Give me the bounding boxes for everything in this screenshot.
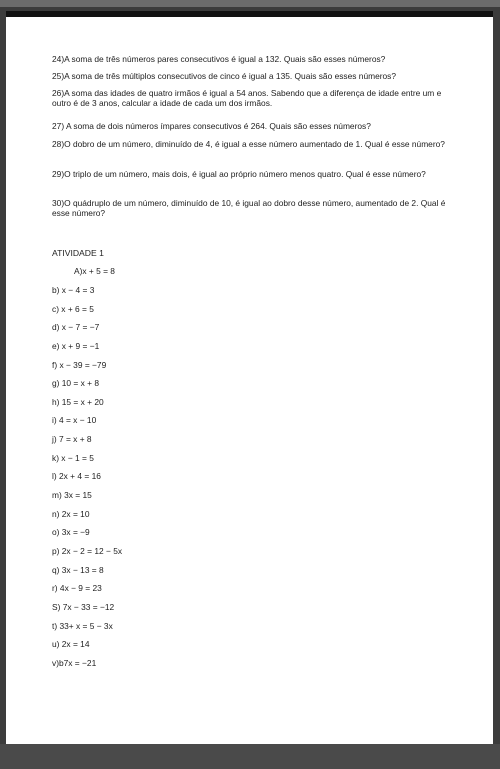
question-29: 29)O triplo de um número, mais dois, é igual ao próprio número menos quatro. Qual é esse número?: [52, 169, 426, 179]
question-24: 24)A soma de três números pares consecutivos é igual a 132. Quais são esses números?: [52, 54, 386, 64]
activity-title: ATIVIDADE 1: [52, 248, 104, 258]
equation-m: m) 3x = 15: [52, 490, 92, 500]
equation-j: j) 7 = x + 8: [52, 434, 92, 444]
equation-n: n) 2x = 10: [52, 509, 90, 519]
top-bar: [0, 0, 500, 7]
bottom-bar: [0, 744, 500, 769]
equation-f: f) x − 39 = −79: [52, 360, 107, 370]
equation-q: q) 3x − 13 = 8: [52, 565, 104, 575]
equation-g: g) 10 = x + 8: [52, 378, 100, 388]
question-28: 28)O dobro de um número, diminuído de 4, é igual a esse número aumentado de 1. Qual é esse número?: [52, 139, 445, 149]
equation-k: k) x − 1 = 5: [52, 453, 94, 463]
question-26: 26)A soma das idades de quatro irmãos é igual a 54 anos. Sabendo que a diferença de idade entre um e outro é de 3 anos, calcular a idade de cada um dos irmãos.: [52, 88, 442, 108]
question-25: 25)A soma de três múltiplos consecutivos de cinco é igual a 135. Quais são esses números?: [52, 71, 397, 81]
equation-a: A)x + 5 = 8: [74, 266, 115, 276]
equation-d: d) x − 7 = −7: [52, 322, 100, 332]
equation-o: o) 3x = −9: [52, 527, 90, 537]
equation-v: v)b7x = −21: [52, 658, 97, 668]
equation-b: b) x − 4 = 3: [52, 285, 95, 295]
equation-s: S) 7x − 33 = −12: [52, 602, 115, 612]
page-top-border: [6, 11, 493, 17]
equation-l: l) 2x + 4 = 16: [52, 471, 101, 481]
document-page: [6, 11, 493, 744]
equation-h: h) 15 = x + 20: [52, 397, 104, 407]
equation-r: r) 4x − 9 = 23: [52, 583, 102, 593]
equation-e: e) x + 9 = −1: [52, 341, 100, 351]
equation-u: u) 2x = 14: [52, 639, 90, 649]
question-30: 30)O quádruplo de um número, diminuído de 10, é igual ao dobro desse número, aumentado de 2. Qual é esse número?: [52, 198, 446, 218]
equation-t: t) 33+ x = 5 − 3x: [52, 621, 113, 631]
question-27: 27) A soma de dois números ímpares consecutivos é 264. Quais são esses números?: [52, 121, 371, 131]
equation-c: c) x + 6 = 5: [52, 304, 94, 314]
equation-i: i) 4 = x − 10: [52, 415, 97, 425]
equation-p: p) 2x − 2 = 12 − 5x: [52, 546, 123, 556]
